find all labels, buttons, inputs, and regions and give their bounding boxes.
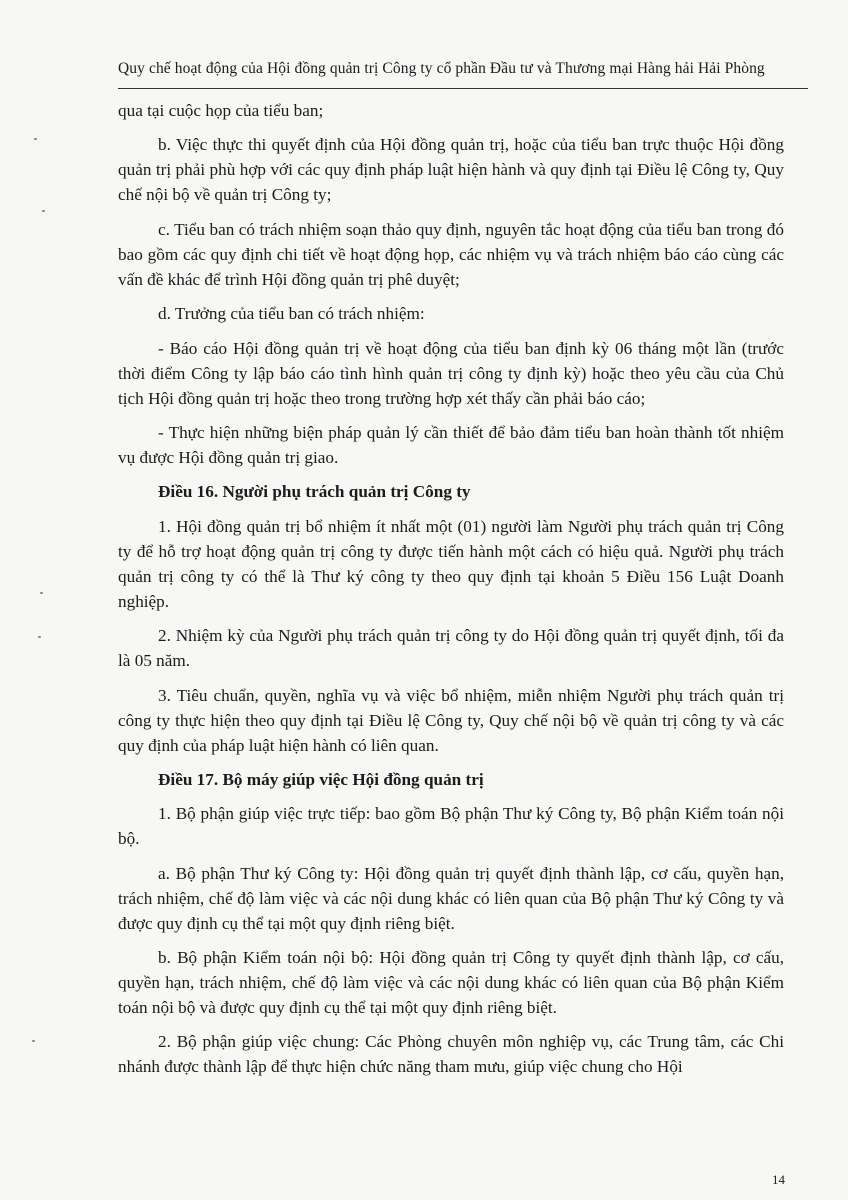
paragraph: 1. Hội đồng quản trị bổ nhiệm ít nhất một (01) người làm Người phụ trách quản trị Công ty để hỗ trợ hoạt động quản trị công ty được tiến hành một cách có hiệu quả. Người phụ trách quản trị công ty có thể là Thư ký công ty theo quy định tại khoản 5 Điều 156 Luật Doanh nghiệp. xyxy=(118,516,784,611)
page-number: 14 xyxy=(772,1172,785,1187)
scan-speck xyxy=(38,636,41,638)
paragraph: - Thực hiện những biện pháp quản lý cần thiết để bảo đảm tiểu ban hoàn thành tốt nhiệm vụ được Hội đồng quản trị giao. xyxy=(118,422,784,467)
paragraph: 1. Bộ phận giúp việc trực tiếp: bao gồm Bộ phận Thư ký Công ty, Bộ phận Kiểm toán nội bộ. xyxy=(118,804,784,849)
paragraph: b. Bộ phận Kiểm toán nội bộ: Hội đồng quản trị Công ty quyết định thành lập, cơ cấu, quyền hạn, trách nhiệm, chế độ làm việc và các nội dung khác có liên quan của Bộ phận Kiểm toán nội bộ và được quy định cụ thể tại một quy định riêng biệt. xyxy=(118,948,784,1018)
paragraph: 2. Nhiệm kỳ của Người phụ trách quản trị công ty do Hội đồng quản trị quyết định, tối đa là 05 năm. xyxy=(118,626,784,671)
paragraph: c. Tiểu ban có trách nhiệm soạn thảo quy định, nguyên tắc hoạt động của tiểu ban trong đó bao gồm các quy định chi tiết về hoạt động họp, các nhiệm vụ và trách nhiệm báo cáo cùng các vấn đề khác để trình Hội đồng quản trị phê duyệt; xyxy=(118,219,784,289)
paragraph: 3. Tiêu chuẩn, quyền, nghĩa vụ và việc bổ nhiệm, miễn nhiệm Người phụ trách quản trị công ty thực hiện theo quy định tại Điều lệ Công ty, Quy chế nội bộ về quản trị công ty và các quy định của pháp luật hiện hành có liên quan. xyxy=(118,685,784,755)
article-heading: Điều 16. Người phụ trách quản trị Công ty xyxy=(158,482,471,502)
article-heading: Điều 17. Bộ máy giúp việc Hội đồng quản trị xyxy=(158,769,484,789)
paragraph: 2. Bộ phận giúp việc chung: Các Phòng chuyên môn nghiệp vụ, các Trung tâm, các Chi nhánh được thành lập để thực hiện chức năng tham mưu, giúp việc chung cho Hội xyxy=(118,1032,784,1077)
scan-speck xyxy=(40,592,43,594)
paragraph: b. Việc thực thi quyết định của Hội đồng quản trị, hoặc của tiểu ban trực thuộc Hội đồng quản trị phải phù hợp với các quy định pháp luật hiện hành và quy định tại Điều lệ Công ty, Quy chế nội bộ về quản trị Công ty; xyxy=(118,135,784,205)
scan-speck xyxy=(42,210,45,212)
scan-speck xyxy=(32,1040,35,1042)
paragraph: d. Trưởng của tiểu ban có trách nhiệm: xyxy=(158,304,425,324)
paragraph: qua tại cuộc họp của tiểu ban; xyxy=(118,101,324,120)
paragraph: - Báo cáo Hội đồng quản trị về hoạt động của tiểu ban định kỳ 06 tháng một lần (trước thời điểm Công ty lập báo cáo tình hình quản trị công ty định kỳ) hoặc theo yêu cầu của Chủ tịch Hội đồng quản trị hoặc theo trong trường hợp xét thấy cần phải báo cáo; xyxy=(118,338,784,408)
scan-speck xyxy=(34,138,37,140)
running-header: Quy chế hoạt động của Hội đồng quản trị Công ty cổ phần Đầu tư và Thương mại Hàng hải Hải Phòng xyxy=(118,60,765,77)
document-body xyxy=(118,98,784,1089)
header-divider xyxy=(118,88,808,89)
paragraph: a. Bộ phận Thư ký Công ty: Hội đồng quản trị quyết định thành lập, cơ cấu, quyền hạn, trách nhiệm, chế độ làm việc và các nội dung khác có liên quan của Bộ phận Thư ký Công ty và được quy định cụ thể tại một quy định riêng biệt. xyxy=(118,863,784,933)
